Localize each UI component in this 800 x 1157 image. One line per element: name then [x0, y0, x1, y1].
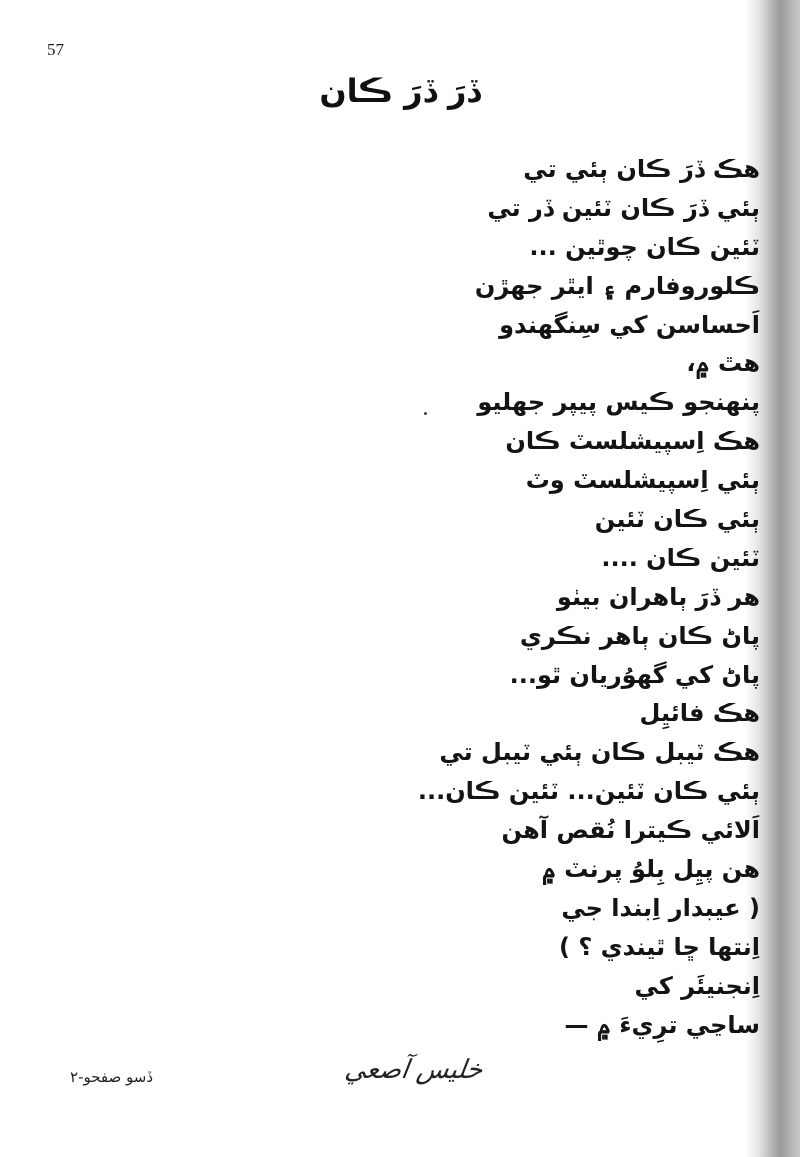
poem-line: ٻئي اِسپيشلسٽ وٽ: [525, 466, 760, 495]
poem-line: اِنجنيئَر کي: [634, 971, 760, 1000]
poem-line: ٻئي ڪان ٽئين... ٽئين ڪان...: [417, 777, 760, 806]
poem-body: [160, 150, 760, 1044]
poem-line: اِنتها ڇا ٿيندي ؟ ): [559, 932, 760, 961]
poem-line: هڪ ڏرَ ڪان ٻئي تي: [523, 155, 760, 183]
poem-line: ٽئين ڪان چوٿين ...: [529, 232, 760, 261]
page-number: 57: [47, 40, 64, 59]
poem-line: اَلائي ڪيترا نُقص آهن: [501, 816, 760, 845]
poem-line: هڪ اِسپيشلسٽ ڪان: [505, 427, 760, 456]
poem-line: ٻئي ڪان ٽئين: [594, 505, 760, 534]
poem-line: هٿ ۾،: [686, 349, 760, 378]
poem-line: هن پيِل بِلوُ پرنٽ ۾: [541, 855, 760, 884]
poem-line: هڪ فائيِل: [639, 699, 760, 728]
poem-line: هڪ ٽيبل ڪان ٻئي ٽيبل تي: [439, 738, 760, 767]
poem-line: ساڃي ترِيءَ ۾ —: [564, 1010, 760, 1039]
poem-line: پاڻ ڪان ٻاهر نڪري: [519, 621, 760, 650]
author-signature: خلیس آصعي: [342, 1055, 485, 1085]
poem-line: اَحساسن کي سِنگهندو: [499, 310, 760, 339]
poem-line: پنهنجو ڪيس پيپر جهليو: [477, 388, 760, 417]
poem-line: هر ڏرَ ٻاهران بيٺو: [556, 582, 760, 611]
poem-title: ڏرَ ڏرَ ڪان: [319, 72, 481, 110]
poem-line: پاڻ کي گهوُريان ٿو...: [509, 660, 760, 689]
poem-line: ( عيبدار اِبندا جي: [561, 893, 760, 922]
poem-line: ڪلوروفارم ۽ ايٿر جهڙن: [474, 271, 760, 300]
scan-speck: [424, 412, 427, 415]
poem-line: ٽئين ڪان ....: [601, 543, 760, 572]
footer-note: ڏسو صفحو-٢: [70, 1068, 153, 1086]
poem-line: ٻئي ڏرَ ڪان ٽئين ڏر تي: [487, 193, 760, 222]
